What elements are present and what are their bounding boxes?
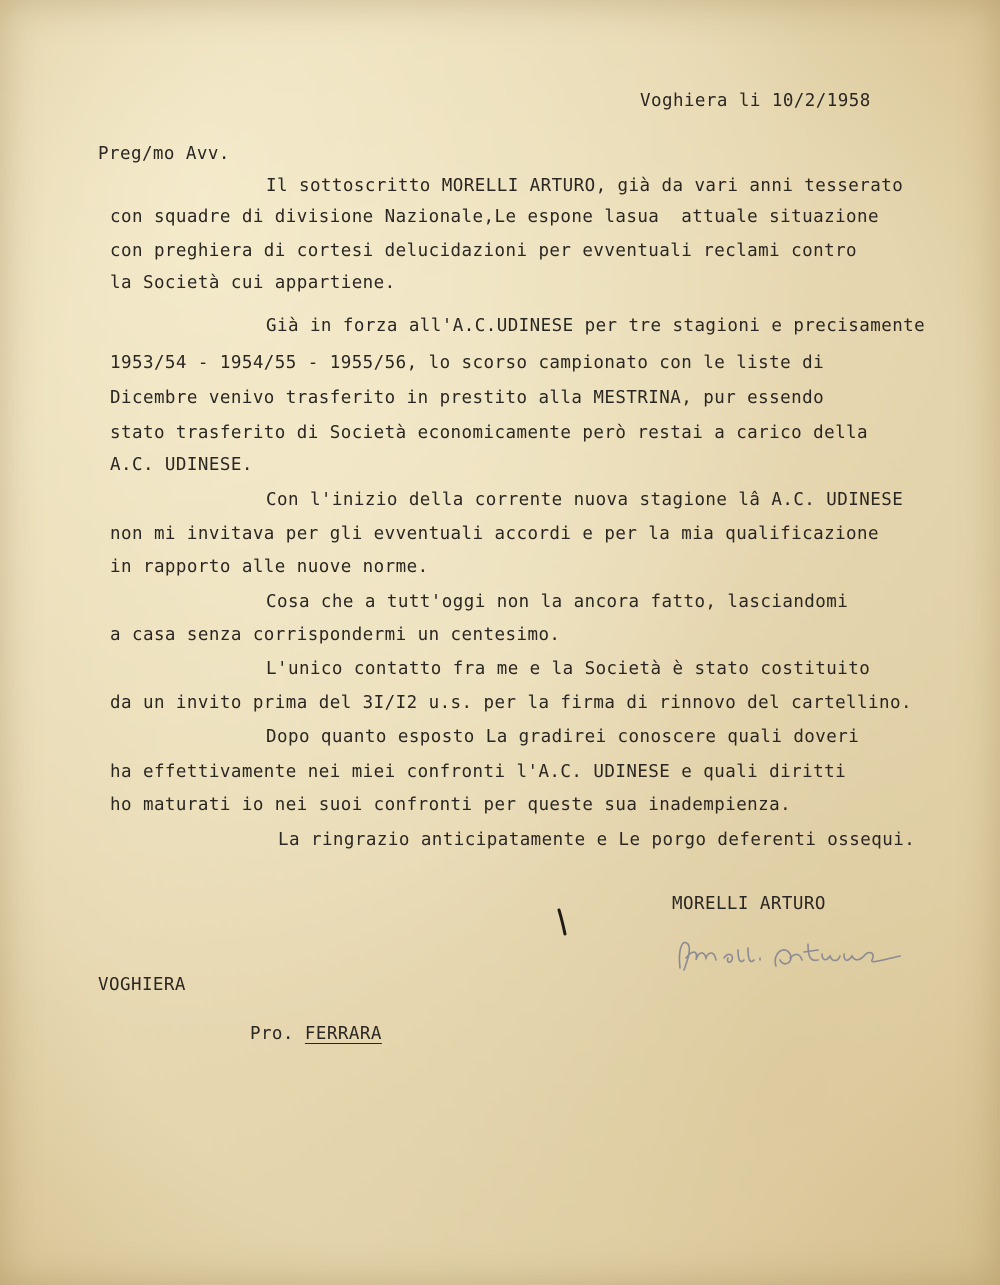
body-line: A.C. UDINESE.	[110, 455, 253, 475]
body-line: stato trasferito di Società economicamente però restai a carico della	[110, 423, 869, 443]
body-line: con preghiera di cortesi delucidazioni per evventuali reclami contro	[110, 241, 858, 261]
body-line: non mi invitava per gli evventuali accordi e per la mia qualificazione	[110, 524, 880, 544]
addressee-prefix: Pro.	[249, 1024, 294, 1044]
body-line: ha effettivamente nei miei confronti l'A.C. UDINESE e quali diritti	[110, 762, 847, 782]
addressee-line	[206, 1001, 382, 1067]
body-line: 1953/54 - 1954/55 - 1955/56, lo scorso campionato con le liste di	[110, 353, 825, 373]
addressee-name: FERRARA	[304, 1024, 382, 1044]
body-line: con squadre di divisione Nazionale,Le espone lasua attuale situazione	[110, 207, 880, 227]
pen-mark	[555, 908, 569, 938]
handwritten-signature	[672, 930, 912, 980]
body-line: Il sottoscritto MORELLI ARTURO, già da vari anni tesserato	[266, 176, 904, 196]
place-line: VOGHIERA	[98, 975, 186, 995]
body-line: in rapporto alle nuove norme.	[110, 557, 429, 577]
date-line: Voghiera li 10/2/1958	[640, 91, 871, 111]
body-line: Cosa che a tutt'oggi non la ancora fatto, lasciandomi	[266, 592, 849, 612]
salutation: Preg/mo Avv.	[98, 144, 230, 164]
body-line: La ringrazio anticipatamente e Le porgo deferenti ossequi.	[278, 830, 916, 850]
sender-name: MORELLI ARTURO	[672, 894, 826, 914]
body-line: Dicembre venivo trasferito in prestito alla MESTRINA, pur essendo	[110, 388, 825, 408]
body-line: da un invito prima del 3I/I2 u.s. per la firma di rinnovo del cartellino.	[110, 693, 912, 713]
body-line: L'unico contatto fra me e la Società è stato costituito	[266, 659, 871, 679]
body-line: ho maturati io nei suoi confronti per queste sua inadempienza.	[110, 795, 792, 815]
body-line: Con l'inizio della corrente nuova stagione lâ A.C. UDINESE	[266, 490, 904, 510]
body-line: Dopo quanto esposto La gradirei conoscere quali doveri	[266, 727, 860, 747]
body-line: Già in forza all'A.C.UDINESE per tre stagioni e precisamente	[266, 316, 926, 336]
body-line: la Società cui appartiene.	[110, 273, 396, 293]
body-line: a casa senza corrispondermi un centesimo.	[110, 625, 561, 645]
